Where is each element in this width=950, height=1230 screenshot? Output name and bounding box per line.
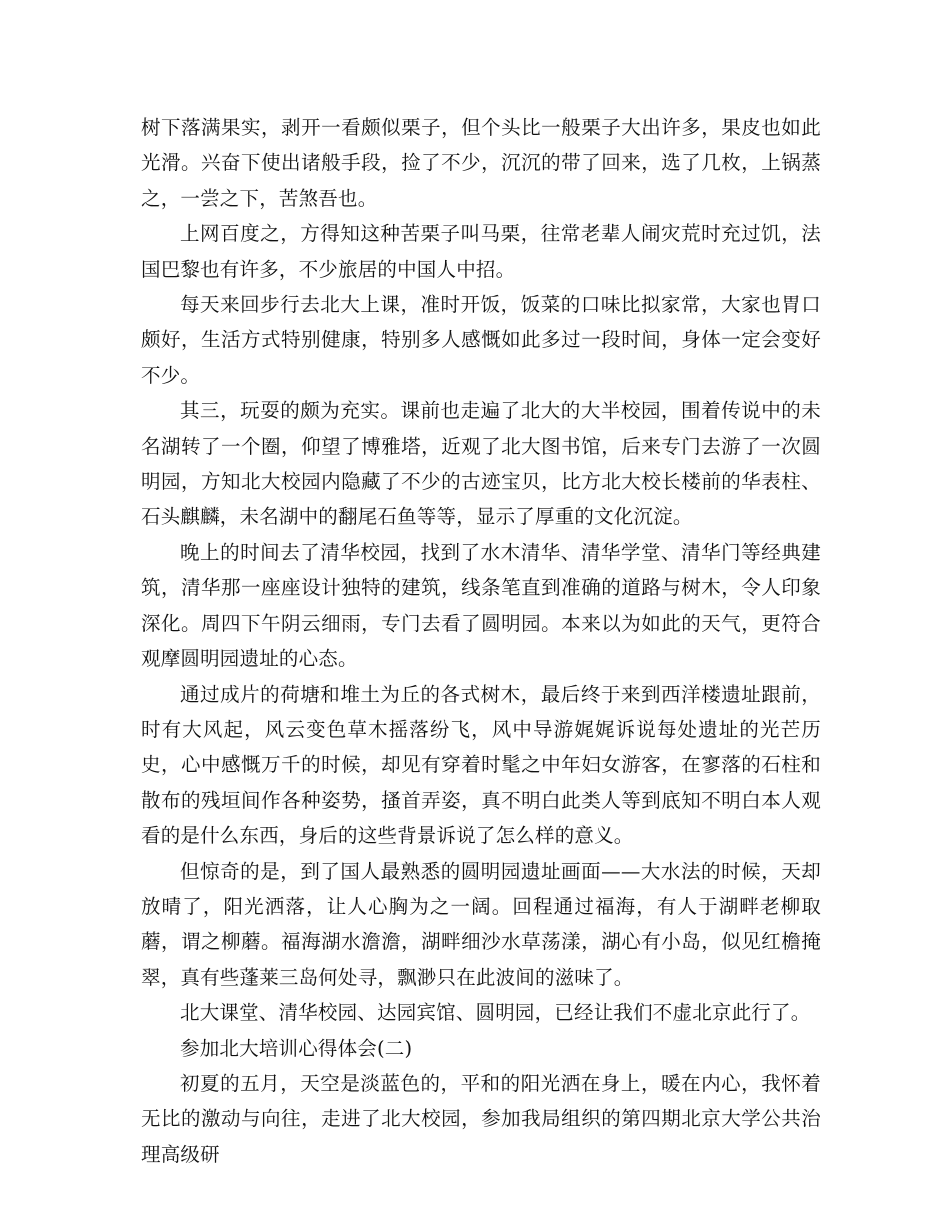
paragraph-2: 上网百度之，方得知这种苦栗子叫马栗，往常老辈人闹灾荒时充过饥，法国巴黎也有许多，不少旅居的中国人中招。 <box>141 222 821 281</box>
paragraph-8: 北大课堂、清华校园、达园宾馆、圆明园，已经让我们不虚北京此行了。 <box>180 1001 811 1025</box>
paragraph-6: 通过成片的荷塘和堆土为丘的各式树木，最后终于来到西洋楼遗址跟前，时有大风起，风云变色草木摇落纷飞，风中导游娓娓诉说每处遗址的光芒历史，心中感慨万千的时候，却见有穿着时髦之中年妇女游客，在寥落的石柱和散布的残垣间作各种姿势，搔首弄姿，真不明白此类人等到底知不明白本人观看的是什么东西，身后的这些背景诉说了怎么样的意义。 <box>141 682 821 848</box>
paragraph-5: 晚上的时间去了清华校园，找到了水木清华、清华学堂、清华门等经典建筑，清华那一座座设计独特的建筑，线条笔直到准确的道路与树木，令人印象深化。周四下午阴云细雨，专门去看了圆明园。本来以为如此的天气，更符合观摩圆明园遗址的心态。 <box>141 540 821 671</box>
document-body <box>141 110 821 1172</box>
paragraph-1: 树下落满果实，剥开一看颇似栗子，但个头比一般栗子大出许多，果皮也如此光滑。兴奋下使出诸般手段，捡了不少，沉沉的带了回来，选了几枚，上锅蒸之，一尝之下，苦煞吾也。 <box>141 116 821 210</box>
section-heading: 参加北大培训心得体会(二) <box>180 1036 413 1060</box>
paragraph-3: 每天来回步行去北大上课，准时开饭，饭菜的口味比拟家常，大家也胃口颇好，生活方式特别健康，特别多人感慨如此多过一段时间，身体一定会变好不少。 <box>141 293 821 387</box>
paragraph-7: 但惊奇的是，到了国人最熟悉的圆明园遗址画面——大水法的时候，天却放晴了，阳光洒落，让人心胸为之一阔。回程通过福海，有人于湖畔老柳取蘑，谓之柳蘑。福海湖水澹澹，湖畔细沙水草荡漾，湖心有小岛，似见红檐掩翠，真有些蓬莱三岛何处寻，飘渺只在此波间的滋味了。 <box>141 859 821 989</box>
paragraph-9: 初夏的五月，天空是淡蓝色的，平和的阳光洒在身上，暖在内心，我怀着无比的激动与向往，走进了北大校园，参加我局组织的第四期北京大学公共治理高级研 <box>141 1071 821 1166</box>
paragraph-4: 其三，玩耍的颇为充实。课前也走遍了北大的大半校园，围着传说中的未名湖转了一个圈，仰望了博雅塔，近观了北大图书馆，后来专门去游了一次圆明园，方知北大校园内隐藏了不少的古迹宝贝，比方北大校长楼前的华表柱、石头麒麟，未名湖中的翻尾石鱼等等，显示了厚重的文化沉淀。 <box>141 399 821 529</box>
